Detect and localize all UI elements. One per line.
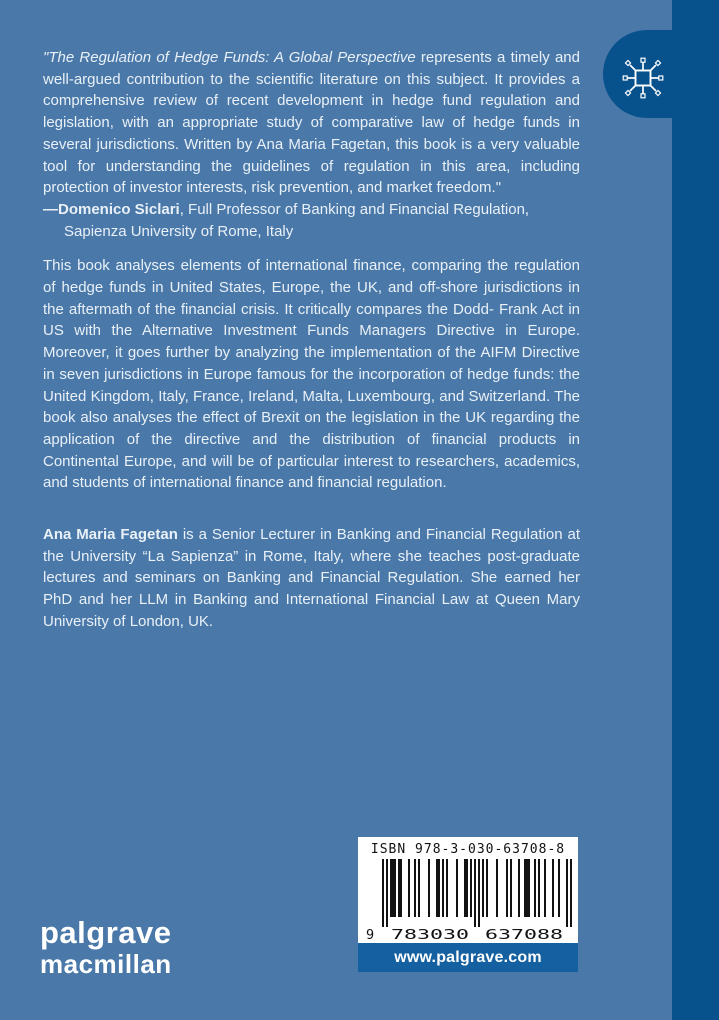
right-edge-band <box>672 0 719 1020</box>
ean-digit-group-2: 783030 <box>391 927 469 943</box>
publisher-name-line1: palgrave <box>40 915 172 950</box>
publisher-website: www.palgrave.com <box>394 948 542 966</box>
publisher-logo <box>40 916 172 979</box>
ean-digit-group-3: 637088 <box>485 927 563 943</box>
publisher-name-line2: macmillan <box>40 949 172 979</box>
reviewer-name: —Domenico Siclari <box>43 200 180 218</box>
book-synopsis: This book analyses elements of international finance, comparing the regulation of hedge funds in United States, Europe, the UK, and off-shore jurisdictions in the aftermath of the financial crisis. It critically compares the Dodd- Frank Act in US with the Alternative Investment Funds Managers Directive in Europe. Moreover, it goes further by analyzing the implementation of the AIFM Directive in seven jurisdictions in Europe famous for the incorporation of hedge funds: the United Kingdom, Italy, France, Ireland, Malta, Luxembourg, and Switzerland. The book also analyses the effect of Brexit on the legislation in the UK regarding the application of the directive and the distribution of financial products in Continental Europe, and will be of particular interest to researchers, academics, and students of international finance and financial regulation. <box>43 257 580 492</box>
barcode-panel <box>358 837 578 943</box>
review-quote-body: represents a timely and well-argued contribution to the scientific literature on this subject. It provides a comprehensive review of recent development in hedge fund regulation and legislation, with an appropriate study of comparative law of hedge funds in several jurisdictions. Written by Ana Maria Fagetan, this book is a very valuable tool for understanding the guidelines of regulation in this area, including protection of investor interests, risk prevention, and market freedom." <box>43 49 580 197</box>
author-bio-body: is a Senior Lecturer in Banking and Financial Regulation at the University “La Sapienza” in Rome, Italy, where she teaches post-graduate lectures and seminars on Banking and Financial Regulation. She earned her PhD and her LLM in Banking and International Financial Law at Queen Mary University of London, UK. <box>43 526 580 630</box>
reviewer-title: , Full Professor of Banking and Financial Regulation, <box>179 200 530 218</box>
attribution-line1 <box>43 199 580 221</box>
reviewer-affiliation: Sapienza University of Rome, Italy <box>64 222 294 240</box>
author-name: Ana Maria Fagetan <box>43 526 178 544</box>
molecule-network-icon <box>619 54 667 102</box>
publisher-website-band <box>358 943 578 972</box>
book-title-italic: "The Regulation of Hedge Funds: A Global Perspective <box>43 49 416 66</box>
back-cover-text <box>43 47 580 633</box>
review-attribution <box>43 199 580 242</box>
isbn-label: ISBN 978-3-030-63708-8 <box>370 842 566 857</box>
ean-barcode <box>358 859 578 943</box>
barcode-block <box>358 837 578 972</box>
review-quote <box>43 47 580 199</box>
ean-digit-group-1: 9 <box>366 927 375 943</box>
author-bio <box>43 524 580 633</box>
